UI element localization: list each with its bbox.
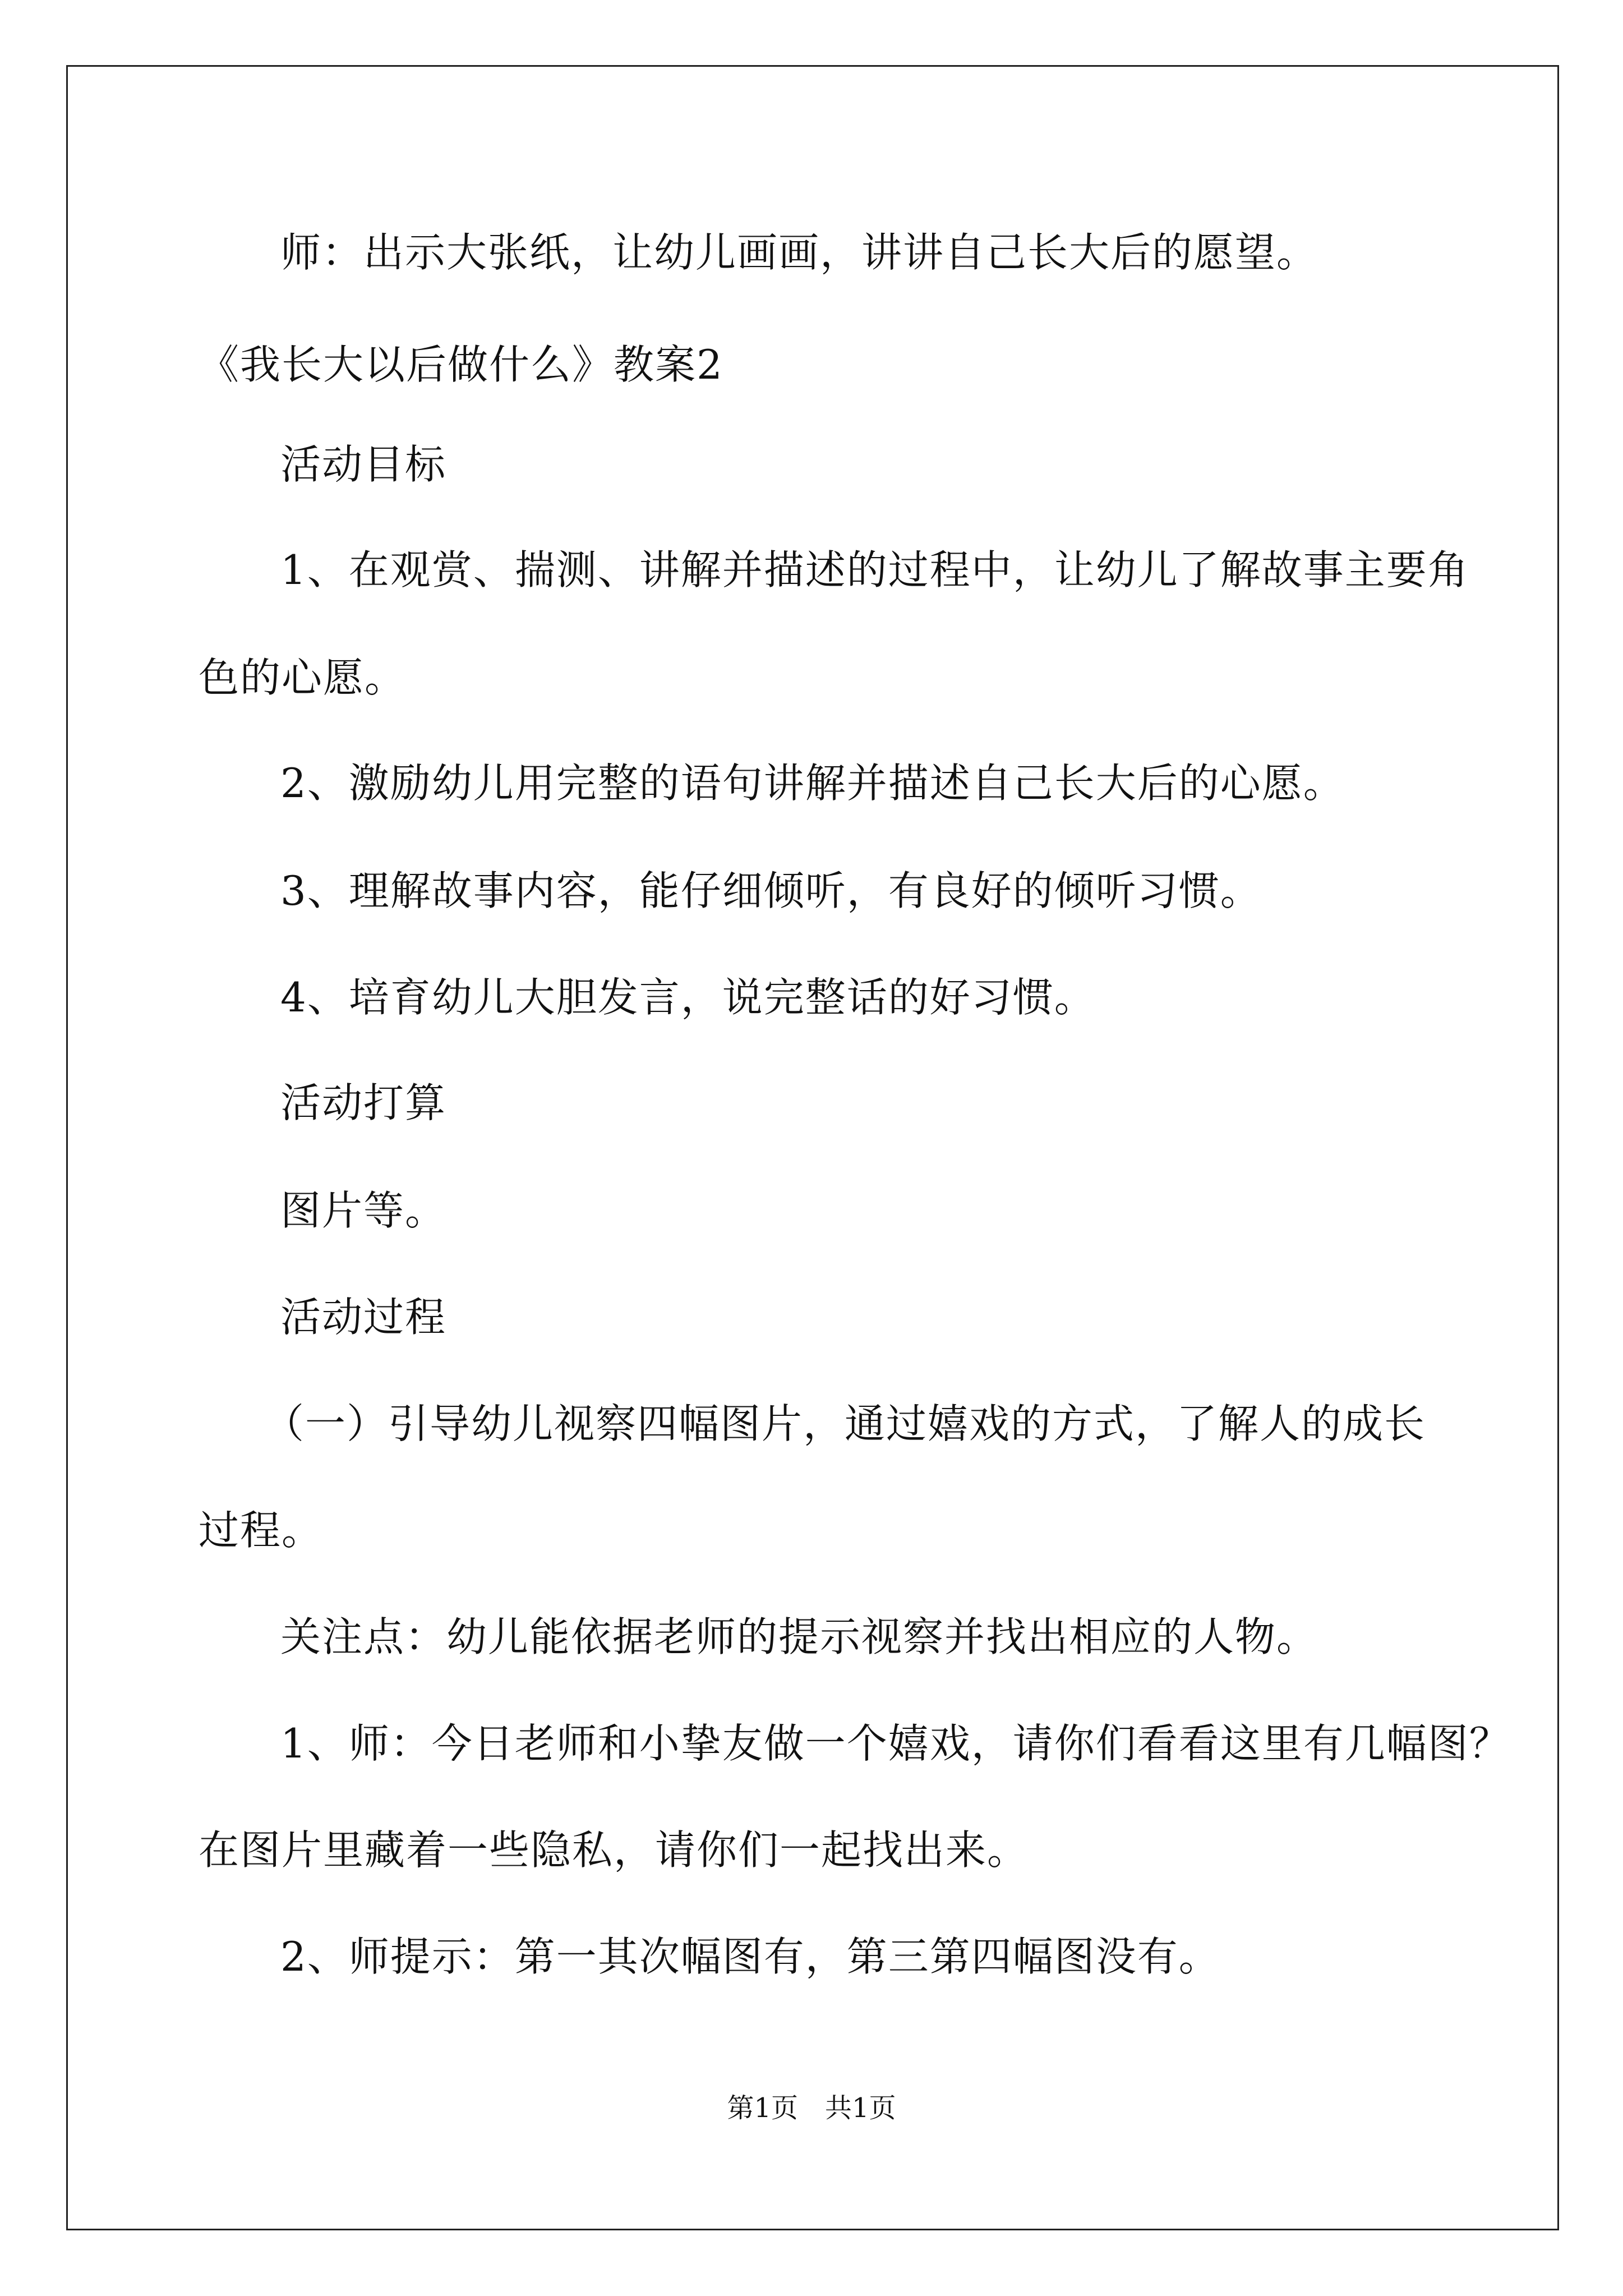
paragraph-line: 关注点：幼儿能依据老师的提示视察并找出相应的人物。 [280,1613,1318,1660]
paragraph-line: 2、师提示：第一其次幅图有，第三第四幅图没有。 [280,1933,1220,1980]
section-heading: 活动过程 [280,1294,447,1341]
paragraph-line: 4、培育幼儿大胆发言，说完整话的好习惯。 [280,974,1096,1021]
section-heading: 活动目标 [280,441,447,488]
paragraph-line: 在图片里藏着一些隐私，请你们一起找出来。 [199,1826,1029,1874]
page-footer: 第1页 共1页 [727,2092,896,2124]
paragraph-line: 过程。 [199,1507,324,1554]
document-subtitle: 《我长大以后做什么》教案2 [199,341,723,388]
section-heading: 活动打算 [280,1079,447,1126]
paragraph-line: 师：出示大张纸，让幼儿画画，讲讲自己长大后的愿望。 [280,229,1318,276]
paragraph-line: （一）引导幼儿视察四幅图片，通过嬉戏的方式，了解人的成长 [264,1400,1426,1447]
paragraph-line: 1、师：今日老师和小挚友做一个嬉戏，请你们看看这里有几幅图？ [280,1720,1511,1767]
paragraph-line: 1、在观赏、揣测、讲解并描述的过程中，让幼儿了解故事主要角 [280,546,1469,593]
paragraph-line: 图片等。 [280,1187,447,1234]
paragraph-line: 色的心愿。 [199,654,407,701]
paragraph-line: 2、激励幼儿用完整的语句讲解并描述自己长大后的心愿。 [280,760,1345,807]
paragraph-line: 3、理解故事内容，能仔细倾听，有良好的倾听习惯。 [280,867,1262,914]
